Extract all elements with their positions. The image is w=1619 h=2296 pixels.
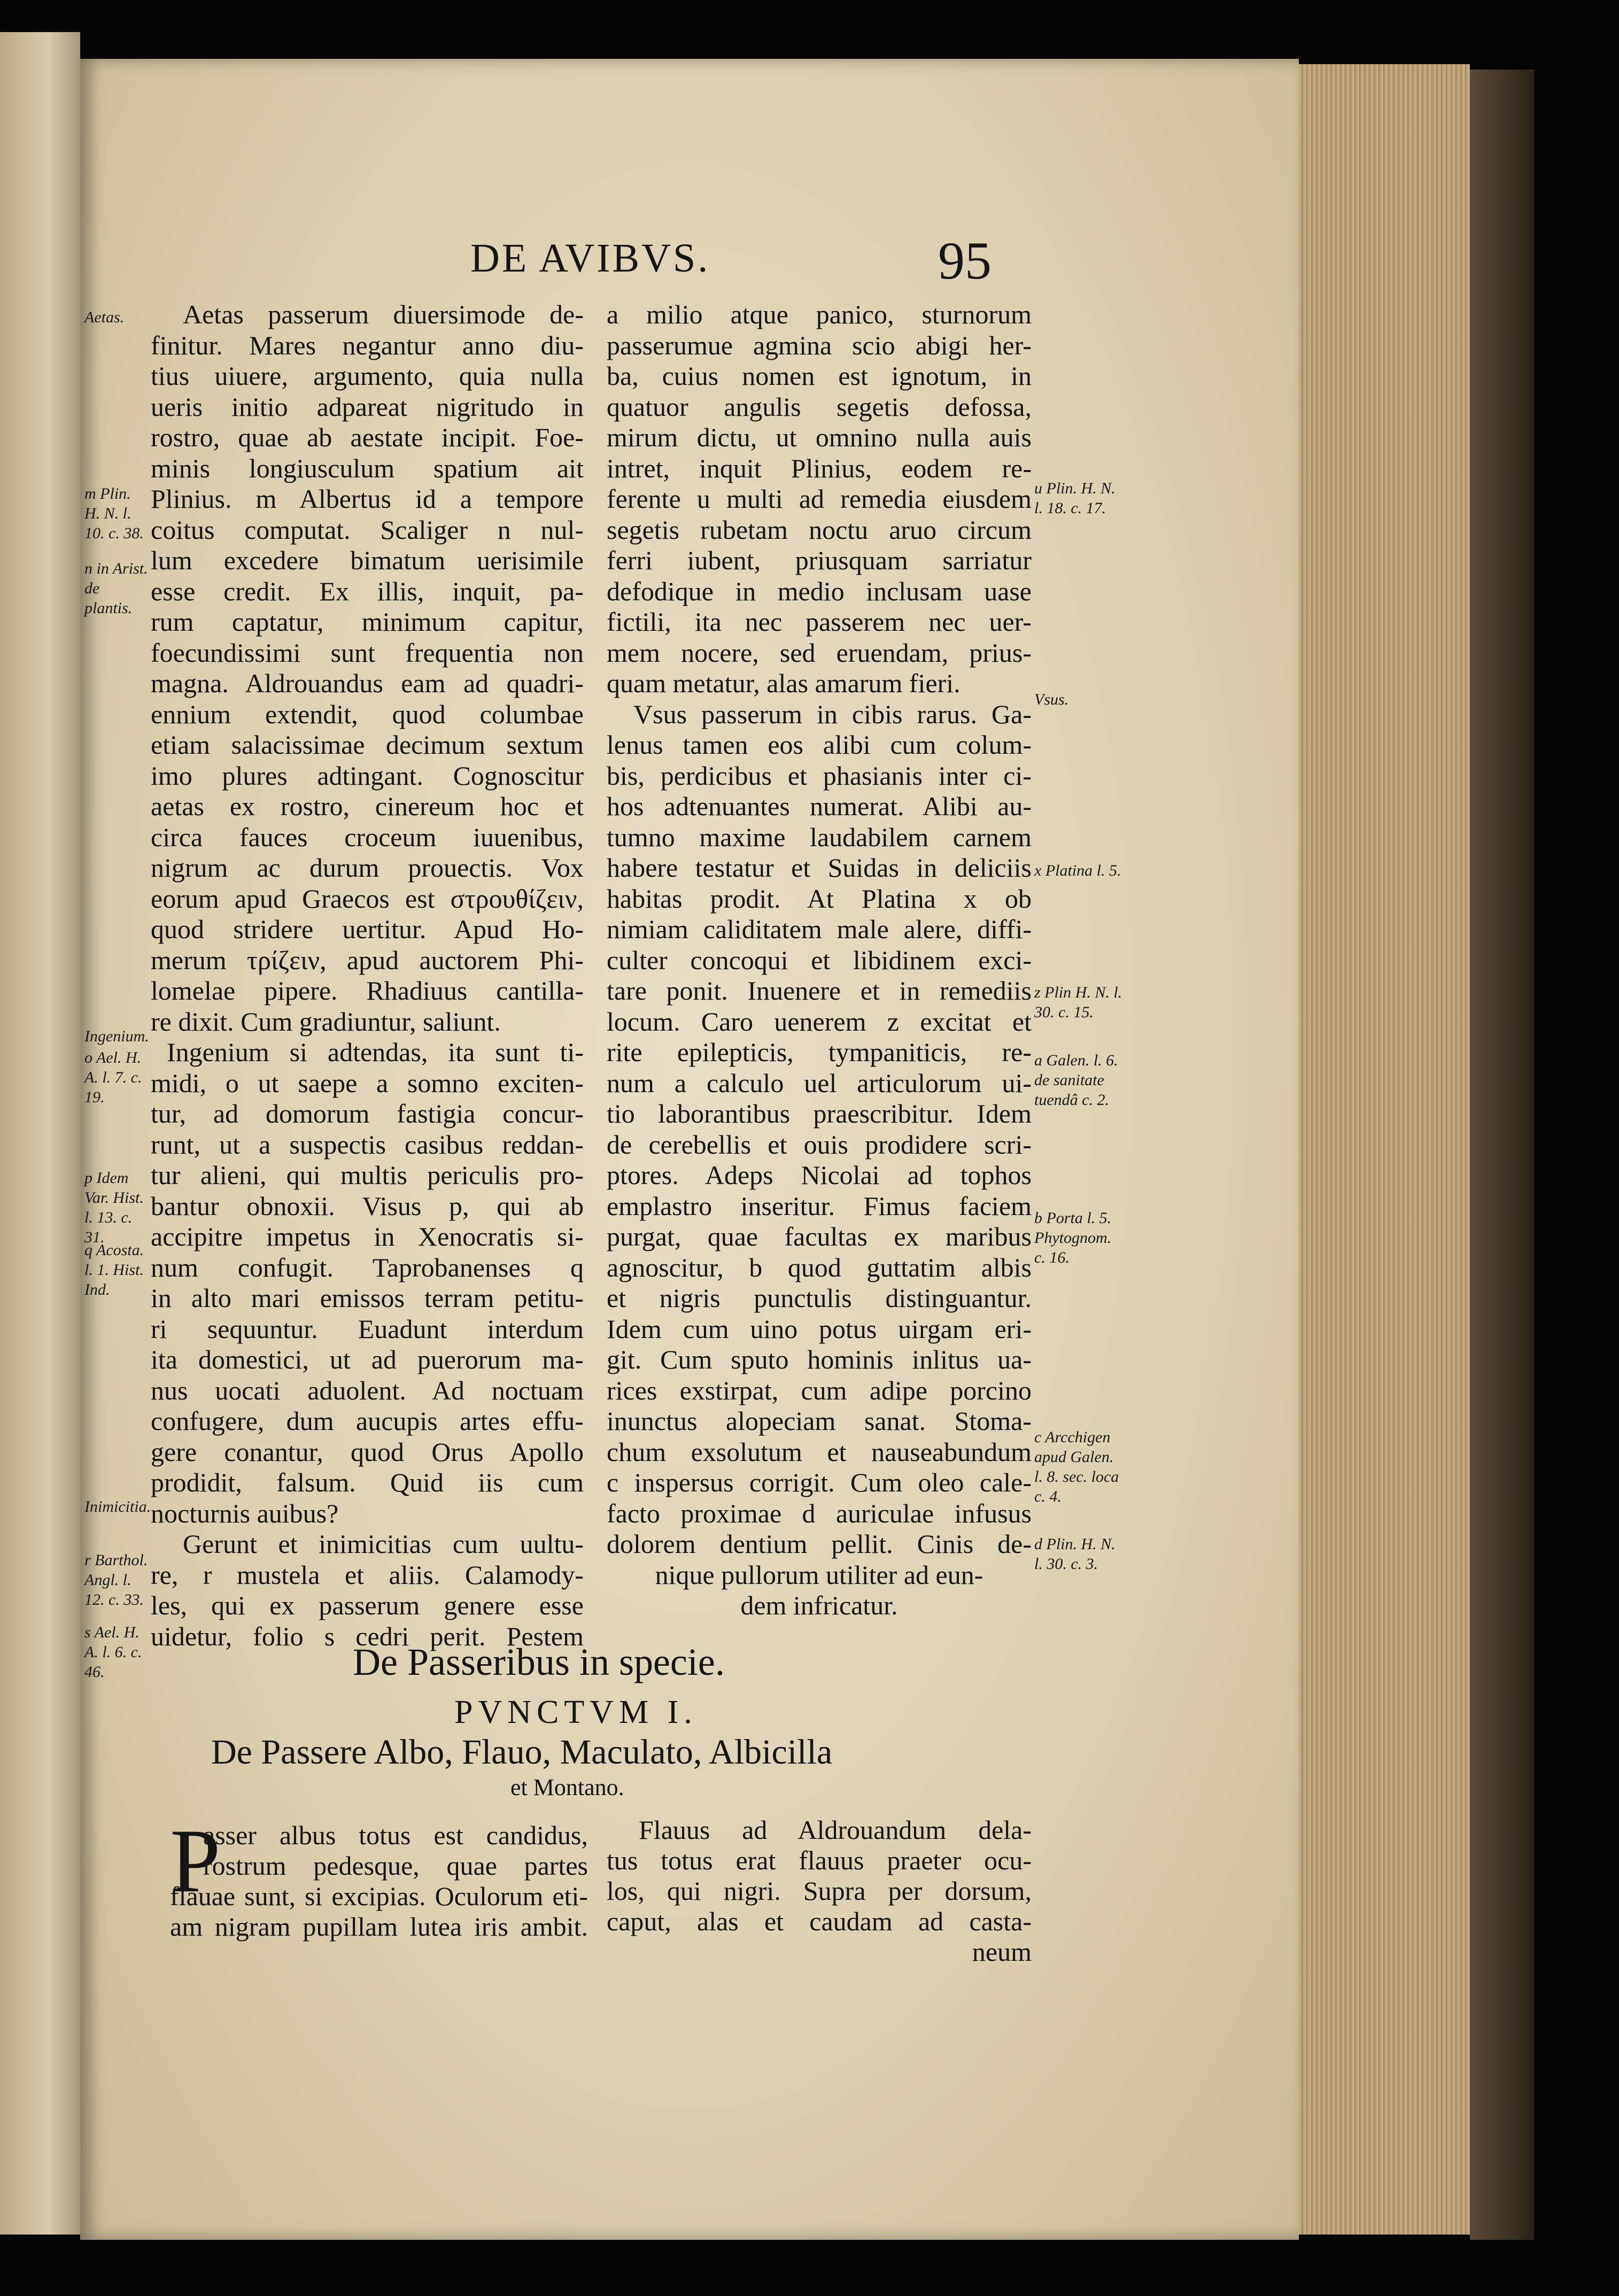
text-line: ri sequuntur. Euadunt interdum bbox=[151, 1313, 584, 1344]
text-line: prodidit, falsum. Quid iis cum bbox=[151, 1467, 584, 1497]
margin-note: s Ael. H. A. l. 6. c. 46. bbox=[84, 1624, 142, 1681]
book-cover-edge bbox=[1470, 69, 1534, 2240]
text-line: ueris initio adpareat nigritudo in bbox=[151, 391, 584, 422]
margin-note: m Plin. H. N. l. 10. c. 38. bbox=[84, 485, 144, 542]
text-column-left bbox=[151, 299, 584, 1652]
text-line: mirum dictu, ut omnino nulla auis bbox=[607, 422, 1032, 452]
margin-note: u Plin. H. N. l. 18. c. 17. bbox=[1034, 480, 1116, 517]
text-line: inunctus alopeciam sanat. Stoma- bbox=[607, 1406, 1032, 1436]
text-line: confugere, dum aucupis artes effu- bbox=[151, 1406, 584, 1436]
text-line: bantur obnoxii. Visus p, qui ab bbox=[151, 1190, 584, 1221]
text-line: ferri iubent, priusquam sarriatur bbox=[607, 545, 1032, 575]
margin-note: c Arcchigen apud Galen. l. 8. sec. loca c. 4. bbox=[1034, 1428, 1119, 1505]
section-heading: De Passere Albo, Flauo, Maculato, Albicilla bbox=[211, 1733, 833, 1772]
margin-note: Inimicitia. bbox=[84, 1498, 151, 1516]
text-line: emplastro inseritur. Fimus faciem bbox=[607, 1190, 1032, 1221]
margin-note: p Idem Var. Hist. l. 13. c. 31. bbox=[84, 1169, 144, 1246]
text-line: asser albus totus est candidus, bbox=[203, 1820, 588, 1850]
margin-note: d Plin. H. N. l. 30. c. 3. bbox=[1034, 1535, 1116, 1573]
text-line: Idem cum uino potus uirgam eri- bbox=[607, 1313, 1032, 1344]
margin-note: b Porta l. 5. Phytognom. c. 16. bbox=[1034, 1209, 1112, 1266]
text-line: ita domestici, ut ad puerorum ma- bbox=[151, 1344, 584, 1374]
section-number: PVNCTVM I. bbox=[454, 1694, 698, 1730]
text-line: culter concoqui et libidinem exci- bbox=[607, 945, 1032, 975]
text-line: habere testatur et Suidas in deliciis bbox=[607, 853, 1032, 883]
text-line: magna. Aldrouandus eam ad quadri- bbox=[151, 668, 584, 698]
text-line: ba, cuius nomen est ignotum, in bbox=[607, 361, 1032, 391]
text-line: re, r mustela et aliis. Calamody- bbox=[151, 1559, 584, 1590]
text-line: les, qui ex passerum genere esse bbox=[151, 1590, 584, 1620]
text-line: nigrum ac durum prouectis. Vox bbox=[151, 853, 584, 883]
text-line: Vsus passerum in cibis rarus. Ga- bbox=[633, 699, 1032, 729]
text-line: in alto mari emissos terram petitu- bbox=[151, 1283, 584, 1313]
text-line: eorum apud Graecos est στρουθίζειν, bbox=[151, 883, 584, 914]
margin-note: n in Arist. de plantis. bbox=[84, 560, 148, 617]
text-line: facto proximae d auriculae infusus bbox=[607, 1498, 1032, 1528]
text-line: num confugit. Taprobanenses q bbox=[151, 1252, 584, 1282]
text-line: accipitre impetus in Xenocratis si- bbox=[151, 1222, 584, 1251]
text-line: Aetas passerum diuersimode de- bbox=[183, 299, 584, 329]
text-line: merum τρίζειν, apud auctorem Phi- bbox=[151, 945, 584, 975]
text-line: habitas prodit. At Platina x ob bbox=[607, 883, 1032, 914]
text-line: dolorem dentium pellit. Cinis de- bbox=[607, 1529, 1032, 1559]
text-line: num a calculo uel articulorum ui- bbox=[607, 1068, 1032, 1098]
text-line: minis longiusculum spatium ait bbox=[151, 453, 584, 483]
text-line: etiam salacissimae decimum sextum bbox=[151, 730, 584, 760]
text-line: fictili, ita nec passerem nec uer- bbox=[607, 607, 1032, 637]
text-line: tur alieni, qui multis periculis pro- bbox=[151, 1160, 584, 1190]
running-head: DE AVIBVS. bbox=[470, 236, 710, 281]
text-line: segetis rubetam noctu aruo circum bbox=[607, 514, 1032, 545]
text-line: passerumue agmina scio abigi her- bbox=[607, 330, 1032, 360]
page-number: 95 bbox=[938, 231, 991, 290]
text-line: rostro, quae ab aestate incipit. Foe- bbox=[151, 422, 584, 452]
text-line: imo plures adtingant. Cognoscitur bbox=[151, 760, 584, 791]
text-line: hos adtenuantes numerat. Alibi au- bbox=[607, 791, 1032, 821]
section-title: De Passeribus in specie. bbox=[353, 1641, 725, 1683]
text-line: am nigram pupillam lutea iris ambit. bbox=[170, 1912, 588, 1942]
drop-cap: P bbox=[170, 1811, 221, 1911]
text-line: nocturnis auibus? bbox=[151, 1498, 339, 1528]
catchword: neum bbox=[972, 1937, 1032, 1967]
text-line: gere conantur, quod Orus Apollo bbox=[151, 1436, 584, 1467]
text-line: bis, perdicibus et phasianis inter ci- bbox=[607, 760, 1032, 791]
text-line: Plinius. m Albertus id a tempore bbox=[151, 484, 584, 514]
text-line: tur, ad domorum fastigia concur- bbox=[151, 1099, 584, 1128]
text-line: midi, o ut saepe a somno exciten- bbox=[151, 1068, 584, 1098]
text-line: ferente u multi ad remedia eiusdem bbox=[607, 484, 1032, 514]
text-line: dem infricatur. bbox=[740, 1590, 898, 1620]
text-line: defodique in medio inclusam uase bbox=[607, 576, 1032, 606]
text-line: runt, ut a suspectis casibus reddan- bbox=[151, 1129, 584, 1159]
text-line: lenus tamen eos alibi cum colum- bbox=[607, 730, 1032, 760]
section-heading-continuation: et Montano. bbox=[510, 1774, 624, 1800]
text-line: quam metatur, alas amarum fieri. bbox=[607, 668, 960, 698]
text-line: rices exstirpat, cum adipe porcino bbox=[607, 1375, 1032, 1405]
text-line: caput, alas et caudam ad casta- bbox=[607, 1906, 1032, 1936]
text-line: finitur. Mares negantur anno diu- bbox=[151, 330, 584, 360]
text-line: Gerunt et inimicitias cum uultu- bbox=[183, 1529, 584, 1559]
text-line: re dixit. Cum gradiuntur, saliunt. bbox=[151, 1006, 501, 1037]
text-line: nique pullorum utiliter ad eun- bbox=[655, 1559, 983, 1590]
text-line: c inspersus corrigit. Cum oleo cale- bbox=[607, 1467, 1032, 1497]
text-line: tare ponit. Inuenere et in remediis bbox=[607, 976, 1032, 1006]
text-line: de cerebellis et ouis prodidere scri- bbox=[607, 1129, 1032, 1159]
text-line: quod stridere uertitur. Apud Ho- bbox=[151, 914, 584, 944]
text-line: locum. Caro uenerem z excitat et bbox=[607, 1006, 1032, 1037]
text-line: rostrum pedesque, quae partes bbox=[203, 1851, 588, 1881]
text-column-right bbox=[607, 299, 1032, 1621]
margin-note: Vsus. bbox=[1034, 691, 1069, 708]
text-line: chum exsolutum et nauseabundum bbox=[607, 1436, 1032, 1467]
text-line: circa fauces croceum iuuenibus, bbox=[151, 822, 584, 852]
text-line: aetas ex rostro, cinereum hoc et bbox=[151, 791, 584, 821]
text-line: agnoscitur, b quod guttatim albis bbox=[607, 1252, 1032, 1282]
text-line: tio laborantibus praescribitur. Idem bbox=[607, 1099, 1032, 1128]
page-block-edges bbox=[1299, 64, 1470, 2235]
paragraph-flauus bbox=[607, 1815, 1032, 1967]
text-line: mem nocere, sed eruendam, prius- bbox=[607, 637, 1032, 668]
margin-note: Ingenium. bbox=[84, 1027, 149, 1045]
margin-note: x Platina l. 5. bbox=[1034, 862, 1121, 879]
text-line: quatuor angulis segetis defossa, bbox=[607, 391, 1032, 422]
text-line: a milio atque panico, sturnorum bbox=[607, 299, 1032, 329]
text-line: lomelae pipere. Rhadiuus cantilla- bbox=[151, 976, 584, 1006]
margin-note: Aetas. bbox=[84, 308, 125, 326]
text-line: rum captatur, minimum capitur, bbox=[151, 607, 584, 637]
text-line: ennium extendit, quod columbae bbox=[151, 699, 584, 729]
text-line: coitus computat. Scaliger n nul- bbox=[151, 514, 584, 545]
margin-note: a Galen. l. 6. de sanitate tuendâ c. 2. bbox=[1034, 1052, 1118, 1109]
margin-note: o Ael. H. A. l. 7. c. 19. bbox=[84, 1049, 142, 1106]
text-line: Flauus ad Aldrouandum dela- bbox=[639, 1815, 1032, 1845]
text-line: esse credit. Ex illis, inquit, pa- bbox=[151, 576, 584, 606]
text-line: tus totus erat flauus praeter ocu- bbox=[607, 1845, 1032, 1875]
text-line: Ingenium si adtendas, ita sunt ti- bbox=[167, 1037, 584, 1067]
text-line: lum excedere bimatum uerisimile bbox=[151, 545, 584, 575]
facing-page-edge bbox=[0, 32, 80, 2235]
paragraph-albus bbox=[170, 1811, 588, 1942]
text-line: flauae sunt, si excipias. Oculorum eti- bbox=[170, 1881, 588, 1911]
text-line: nimiam caliditatem male alere, diffi- bbox=[607, 914, 1032, 944]
margin-note: q Acosta. l. 1. Hist. Ind. bbox=[84, 1241, 144, 1298]
text-line: tius uiuere, argumento, quia nulla bbox=[151, 361, 584, 391]
margin-note: z Plin H. N. l. 30. c. 15. bbox=[1034, 984, 1122, 1021]
text-line: uidetur, folio s cedri perit. Pestem bbox=[151, 1621, 584, 1651]
margin-note: r Barthol. Angl. l. 12. c. 33. bbox=[84, 1551, 148, 1609]
text-line: et nigris punctulis distinguantur. bbox=[607, 1283, 1032, 1313]
text-line: ptores. Adeps Nicolai ad tophos bbox=[607, 1160, 1032, 1190]
text-line: los, qui nigri. Supra per dorsum, bbox=[607, 1876, 1032, 1906]
text-line: git. Cum sputo hominis inlitus ua- bbox=[607, 1344, 1032, 1374]
text-line: foecundissimi sunt frequentia non bbox=[151, 637, 584, 668]
text-line: intret, inquit Plinius, eodem re- bbox=[607, 453, 1032, 483]
text-line: nus uocati aduolent. Ad noctuam bbox=[151, 1375, 584, 1405]
text-line: tumno maxime laudabilem carnem bbox=[607, 822, 1032, 852]
text-line: rite epilepticis, tympaniticis, re- bbox=[607, 1037, 1032, 1067]
text-line: purgat, quae facultas ex maribus bbox=[607, 1222, 1032, 1251]
